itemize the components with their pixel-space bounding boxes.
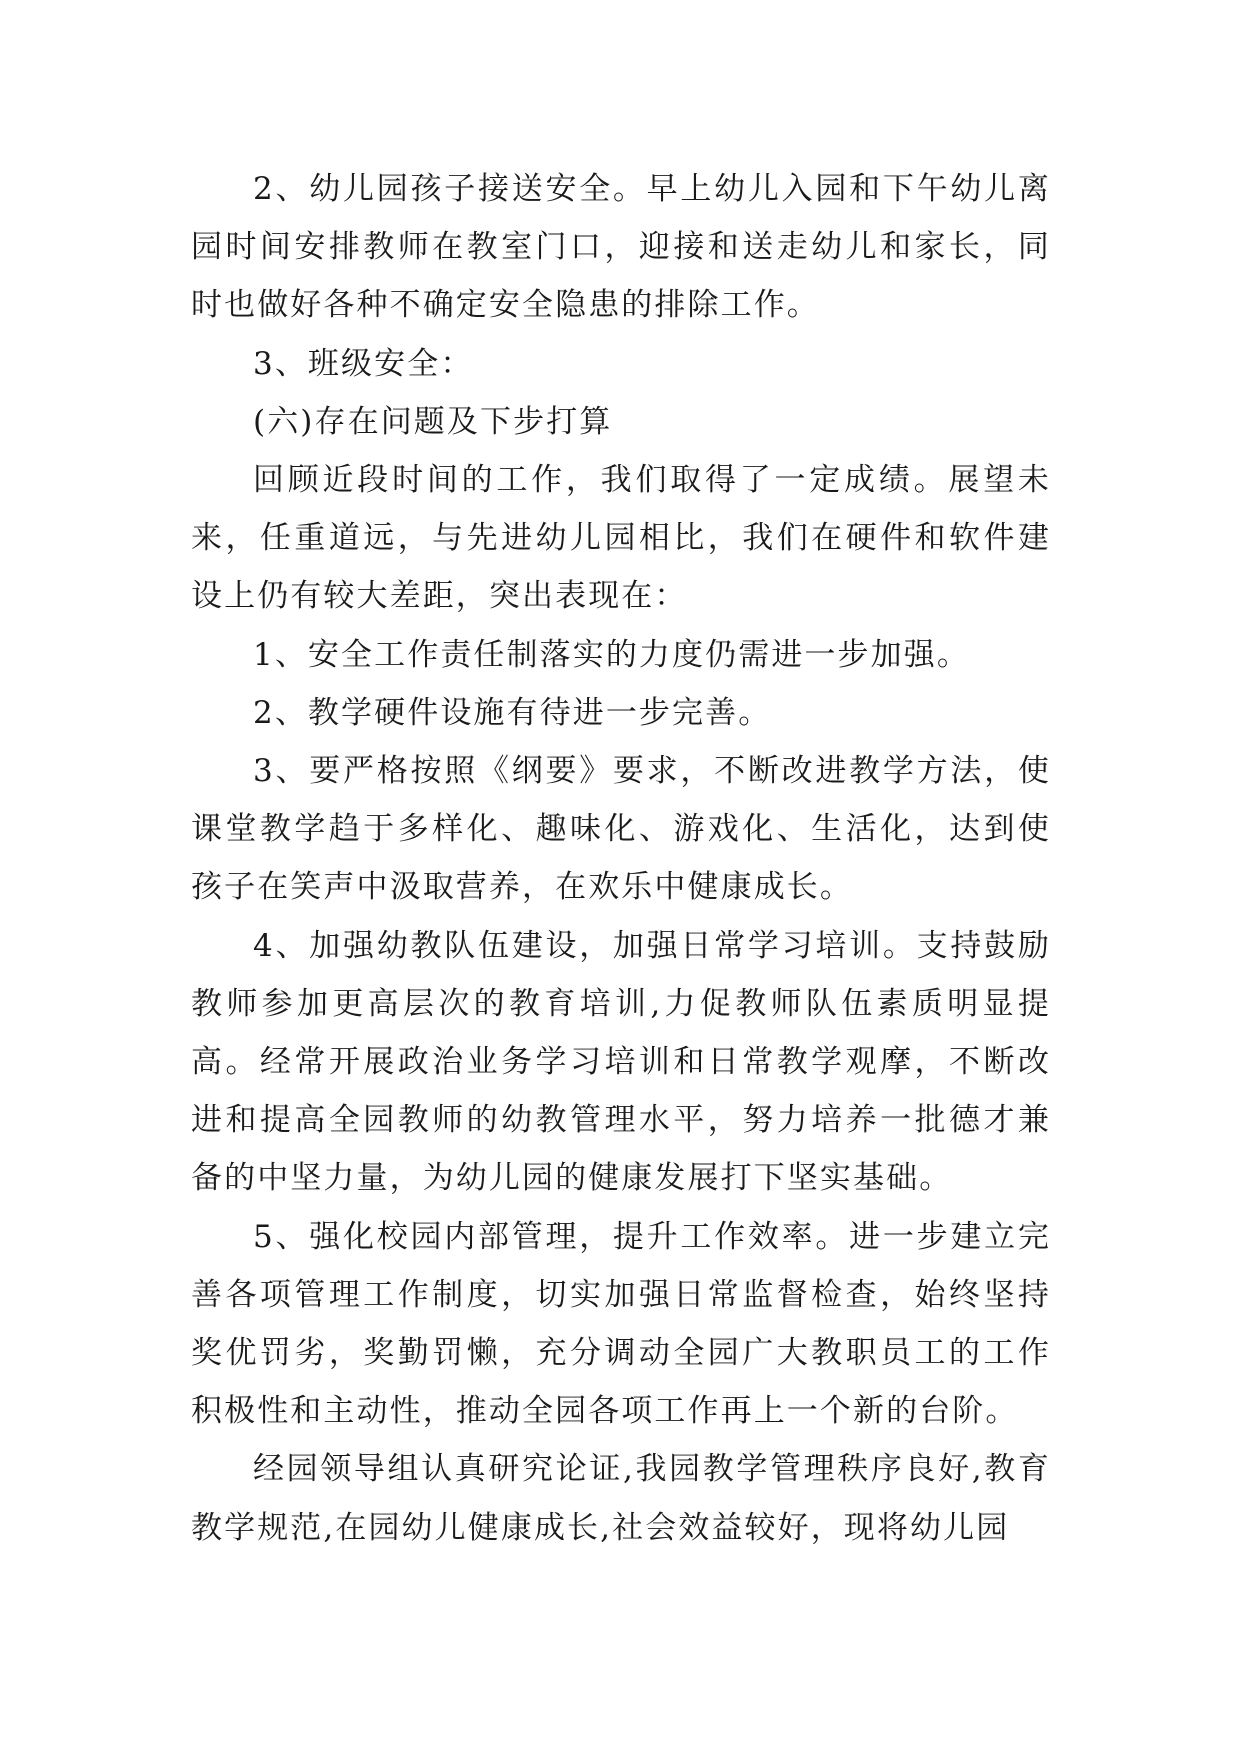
paragraph-pickup-safety: 2、幼儿园孩子接送安全。早上幼儿入园和下午幼儿离园时间安排教师在教室门口，迎接和送走幼儿和家长，同时也做好各种不确定安全隐患的排除工作。 bbox=[191, 171, 1051, 324]
paragraph-class-safety: 3、班级安全： bbox=[253, 345, 474, 382]
document-body bbox=[191, 160, 1051, 1557]
list-item-3: 3、要严格按照《纲要》要求，不断改进教学方法，使课堂教学趋于多样化、趣味化、游戏化、生活化，达到使孩子在笑声中汲取营养，在欢乐中健康成长。 bbox=[191, 753, 1051, 906]
list-item-4: 4、加强幼教队伍建设，加强日常学习培训。支持鼓励教师参加更高层次的教育培训,力促教师队伍素质明显提高。经常开展政治业务学习培训和日常教学观摩，不断改进和提高全园教师的幼教管理水平，努力培养一批德才兼备的中坚力量，为幼儿园的健康发展打下坚实基础。 bbox=[191, 927, 1051, 1197]
paragraph-conclusion: 经园领导组认真研究论证,我园教学管理秩序良好,教育教学规范,在园幼儿健康成长,社会效益较好，现将幼儿园 bbox=[191, 1451, 1051, 1546]
section-heading-problems: (六)存在问题及下步打算 bbox=[253, 403, 613, 440]
list-item-1: 1、安全工作责任制落实的力度仍需进一步加强。 bbox=[253, 636, 970, 673]
list-item-2: 2、教学硬件设施有待进一步完善。 bbox=[253, 694, 772, 731]
list-item-5: 5、强化校园内部管理，提升工作效率。进一步建立完善各项管理工作制度，切实加强日常监督检查，始终坚持奖优罚劣，奖勤罚懒，充分调动全园广大教职员工的工作积极性和主动性，推动全园各项工作再上一个新的台阶。 bbox=[191, 1218, 1051, 1430]
paragraph-review: 回顾近段时间的工作，我们取得了一定成绩。展望未来，任重道远，与先进幼儿园相比，我们在硬件和软件建设上仍有较大差距，突出表现在： bbox=[191, 462, 1051, 615]
